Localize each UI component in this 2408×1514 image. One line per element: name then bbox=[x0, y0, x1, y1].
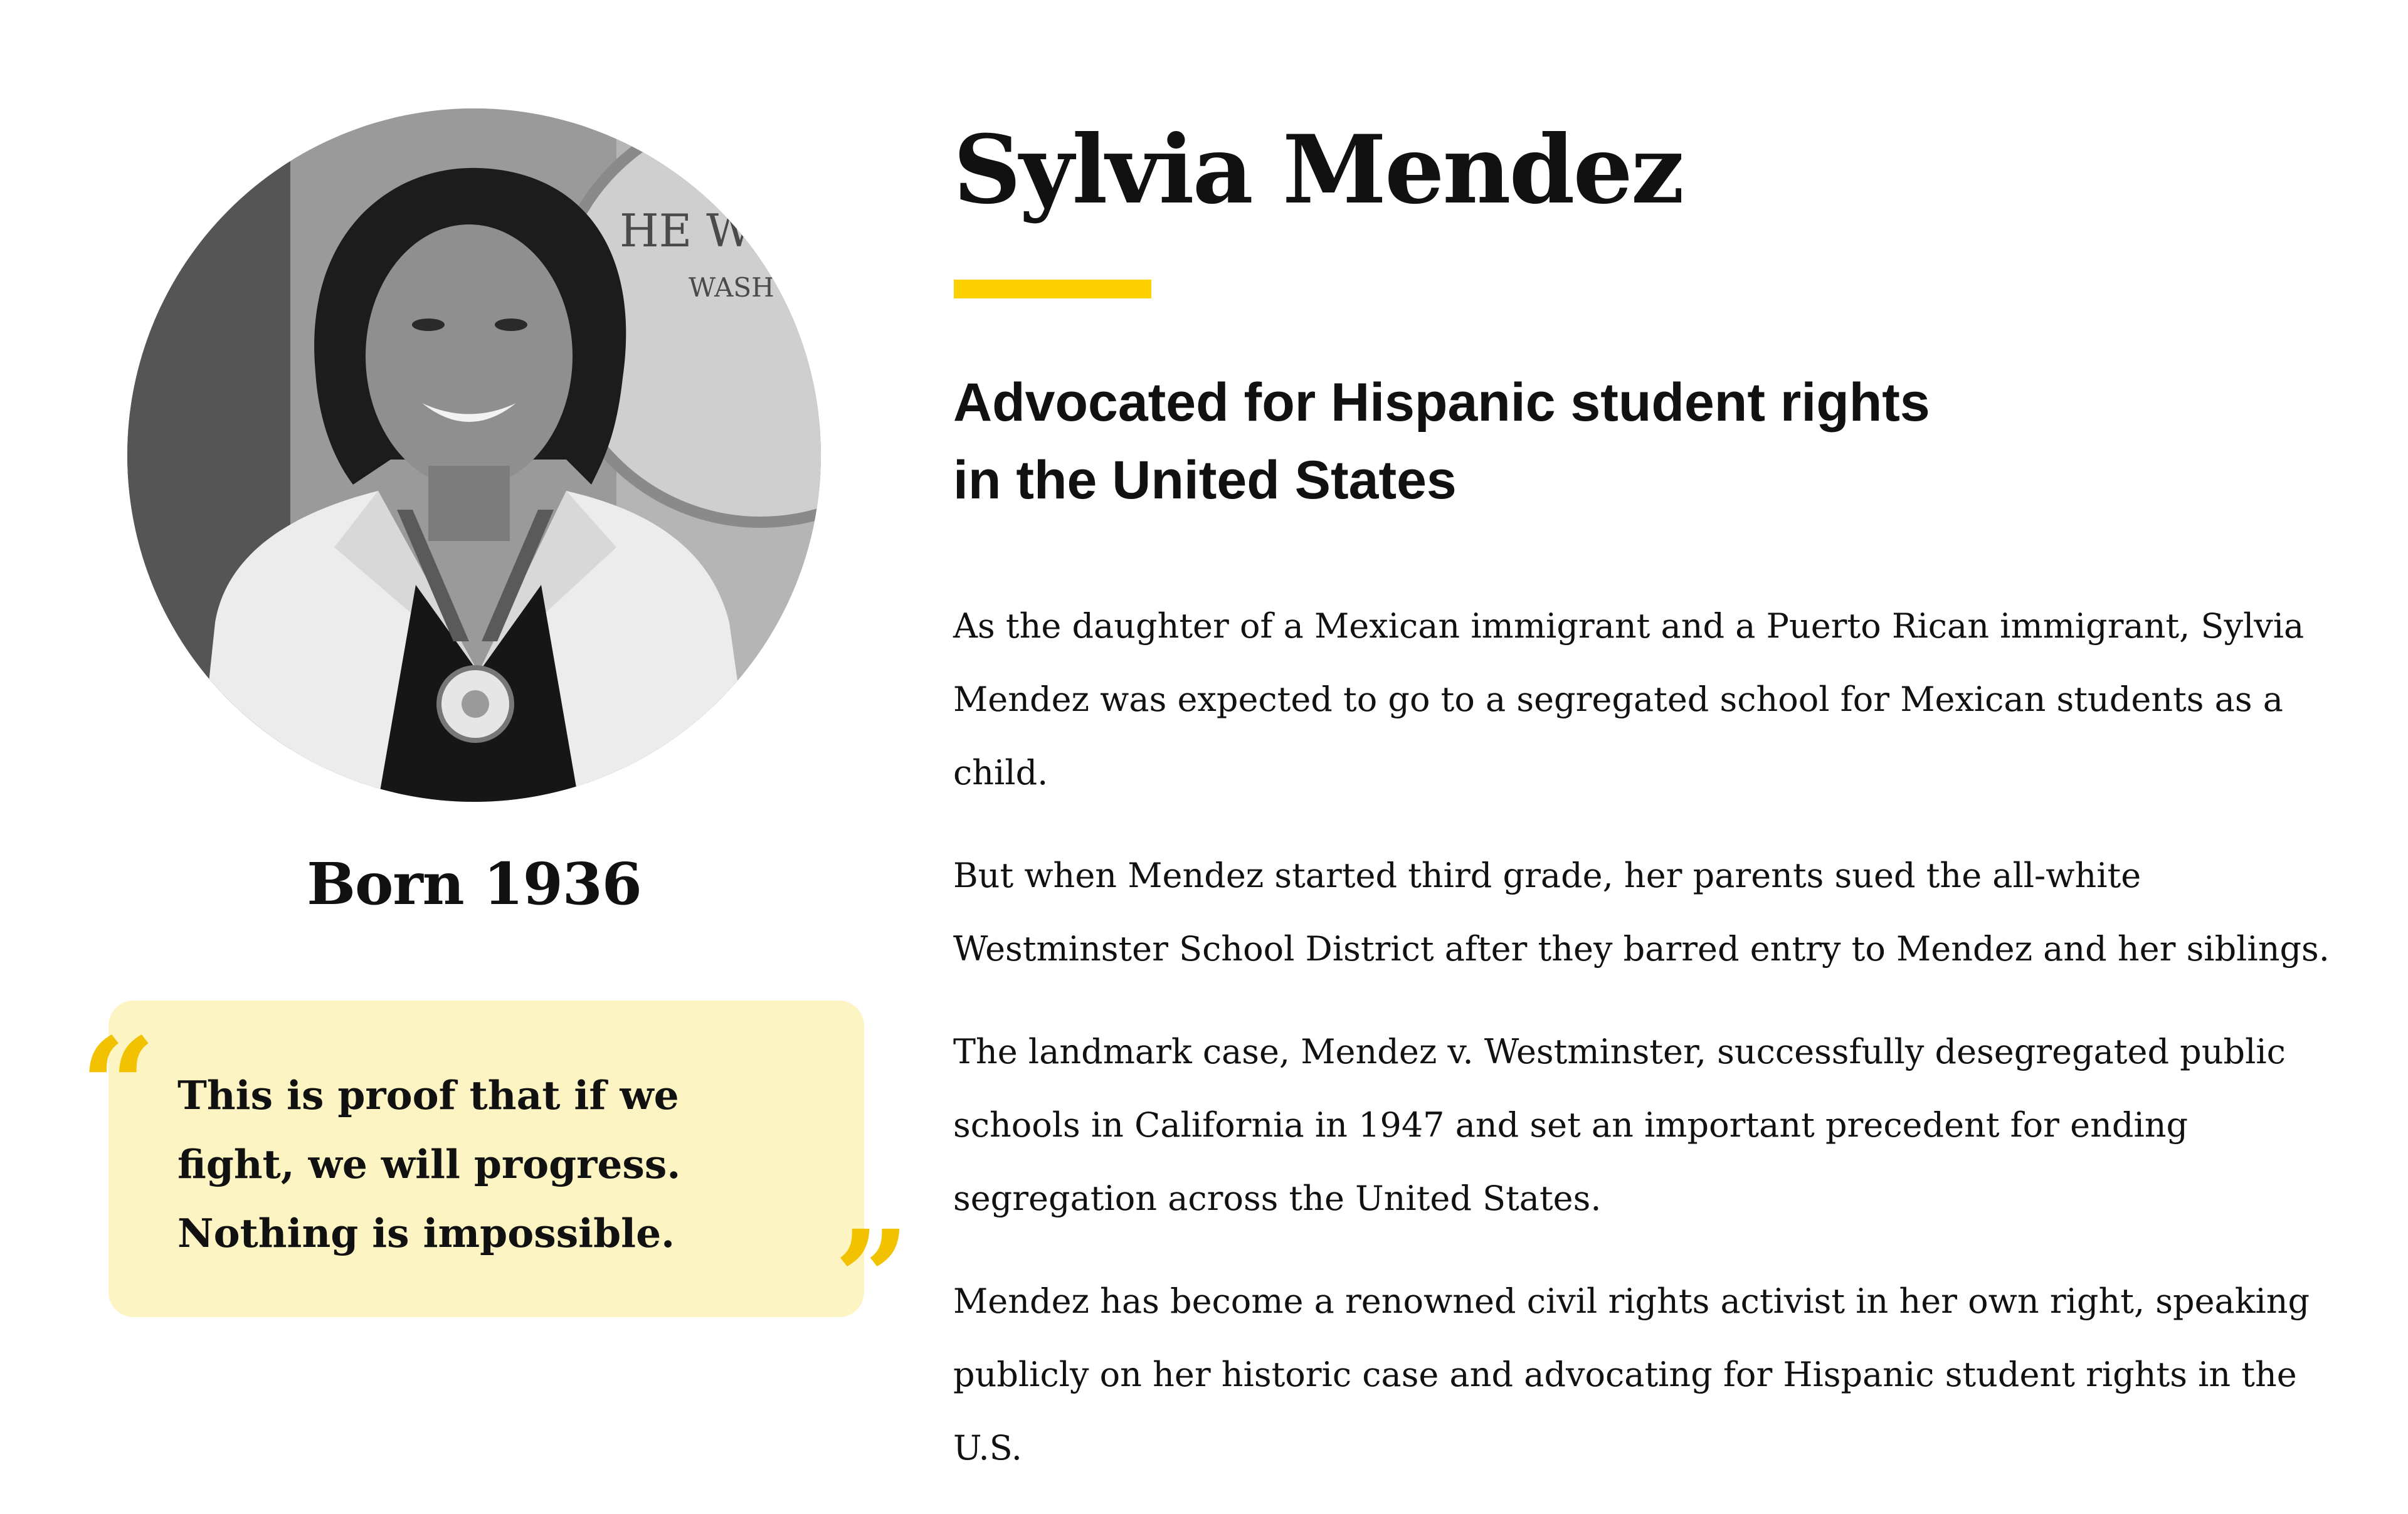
subtitle-line-1: Advocated for Hispanic student rights bbox=[953, 372, 1930, 433]
bio-paragraph: But when Mendez started third grade, her parents sued the all-white Westminster School District after they barred entry to Mendez and her siblings. bbox=[953, 856, 2330, 969]
portrait-photo bbox=[127, 108, 821, 802]
person-name: Sylvia Mendez bbox=[953, 115, 1683, 225]
biography bbox=[953, 589, 2358, 1514]
birth-year: Born 1936 bbox=[307, 850, 642, 918]
close-quote-icon: ” bbox=[834, 1201, 910, 1356]
bio-paragraph: As the daughter of a Mexican immigrant and a Puerto Rican immigrant, Sylvia Mendez was expected to go to a segregated school for Mexican students as a child. bbox=[953, 606, 2305, 792]
accent-bar bbox=[954, 280, 1151, 298]
sign-text-2: WASH bbox=[689, 272, 774, 303]
bio-paragraph: Mendez has become a renowned civil rights activist in her own right, speaking publicly on her historic case and advocating for Hispanic student rights in the U.S. bbox=[953, 1281, 2310, 1468]
subtitle bbox=[953, 364, 2207, 519]
quote-box bbox=[108, 1001, 864, 1317]
portrait-illustration bbox=[127, 108, 821, 802]
open-quote-icon: “ bbox=[80, 1009, 156, 1164]
quote-text: This is proof that if we fight, we will progress. Nothing is impossible. bbox=[177, 1072, 681, 1256]
bio-paragraph: The landmark case, Mendez v. Westminster, successfully desegregated public schools in California in 1947 and set an important precedent for ending segregation across the United States. bbox=[953, 1032, 2286, 1218]
sign-text-1: HE WH bbox=[620, 204, 793, 257]
subtitle-line-2: in the United States bbox=[953, 450, 1457, 510]
